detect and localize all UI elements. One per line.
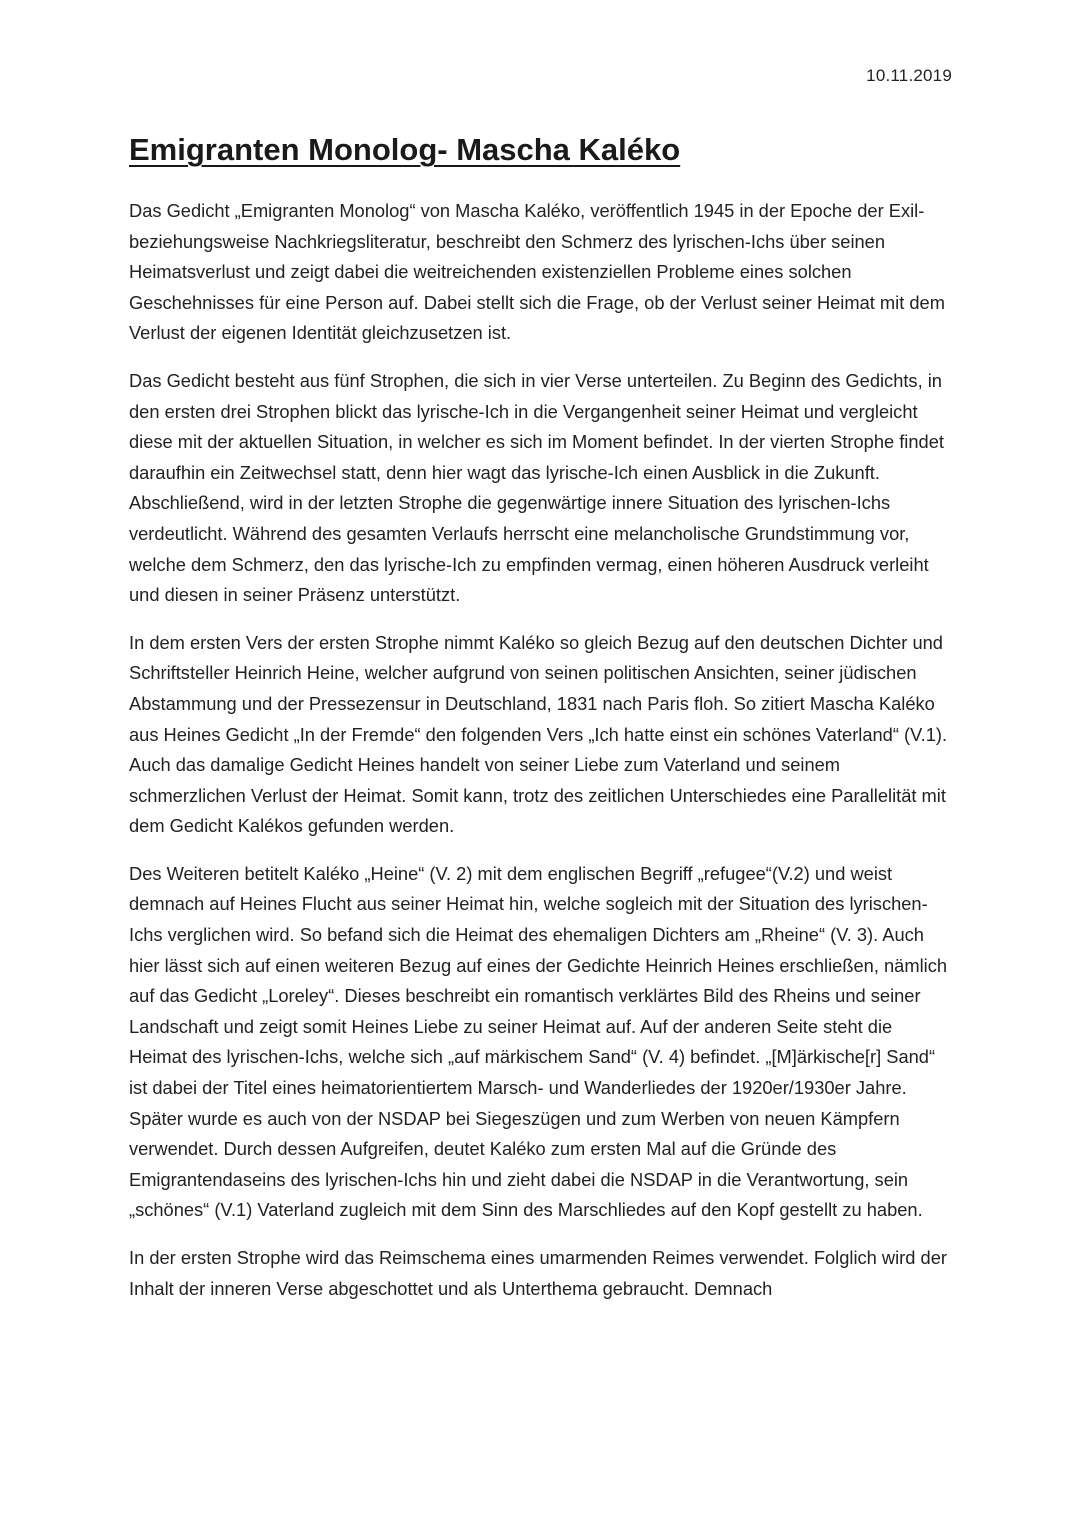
paragraph-structure: Das Gedicht besteht aus fünf Strophen, die sich in vier Verse unterteilen. Zu Beginn des Gedichts, in den ersten drei Strophen blickt das lyrische-Ich in die Vergangenheit seiner Heimat und vergleicht diese mit der aktuellen Situation, in welcher es sich im Moment befindet. In der vierten Strophe findet daraufhin ein Zeitwechsel statt, denn hier wagt das lyrische-Ich einen Ausblick in die Zukunft. Abschließend, wird in der letzten Strophe die gegenwärtige innere Situation des lyrischen-Ichs verdeutlicht. Während des gesamten Verlaufs herrscht eine melancholische Grundstimmung vor, welche dem Schmerz, den das lyrische-Ich zu empfinden vermag, einen höheren Ausdruck verleiht und diesen in seiner Präsenz unterstützt. [129, 369, 944, 606]
paragraph-heine-reference: In dem ersten Vers der ersten Strophe nimmt Kaléko so gleich Bezug auf den deutschen Dichter und Schriftsteller Heinrich Heine, welcher aufgrund von seinen politischen Ansichten, seiner jüdischen Abstammung und der Pressezensur in Deutschland, 1831 nach Paris floh. So zitiert Mascha Kaléko aus Heines Gedicht „In der Fremde“ den folgenden Vers „Ich hatte einst ein schönes Vaterland“ (V.1). Auch das damalige Gedicht Heines handelt von seiner Liebe zum Vaterland und seinem schmerzlichen Verlust der Heimat. Somit kann, trotz des zeitlichen Unterschiedes eine Parallelität mit dem Gedicht Kalékos gefunden werden. [129, 631, 948, 837]
document-title: Emigranten Monolog- Mascha Kaléko [129, 132, 681, 167]
paragraph-introduction: Das Gedicht „Emigranten Monolog“ von Mascha Kaléko, veröffentlich 1945 in der Epoche der Exil- beziehungsweise Nachkriegsliteratur, beschreibt den Schmerz des lyrischen-Ichs über seinen Heimatsverlust und zeigt dabei die weitreichenden existenziellen Probleme eines solchen Geschehnisses für eine Person auf. Dabei stellt sich die Frage, ob der Verlust seiner Heimat mit dem Verlust der eigenen Identität gleichzusetzen ist. [129, 200, 945, 344]
paragraph-refugee-analysis: Des Weiteren betitelt Kaléko „Heine“ (V. 2) mit dem englischen Begriff „refugee“(V.2) und weist demnach auf Heines Flucht aus seiner Heimat hin, welche sogleich mit der Situation des lyrischen-Ichs verglichen wird. So befand sich die Heimat des ehemaligen Dichters am „Rheine“ (V. 3). Auch hier lässt sich auf einen weiteren Bezug auf eines der Gedichte Heinrich Heines erschließen, nämlich auf das Gedicht „Loreley“. Dieses beschreibt ein romantisch verklärtes Bild des Rheins und seiner Landschaft und zeigt somit Heines Liebe zu seiner Heimat auf. Auf der anderen Seite steht die Heimat des lyrischen-Ichs, welche sich „auf märkischem Sand“ (V. 4) befindet. „[M]ärkische[r] Sand“ ist dabei der Titel eines heimatorientiertem Marsch- und Wanderliedes der 1920er/1930er Jahre. Später wurde es auch von der NSDAP bei Siegeszügen und zum Werben von neuen Kämpfern verwendet. Durch dessen Aufgreifen, deutet Kaléko zum ersten Mal auf die Gründe des Emigrantendaseins des lyrischen-Ichs hin und zieht dabei die NSDAP in die Verantwortung, sein „schönes“ (V.1) Vaterland zugleich mit dem Sinn des Marschliedes auf den Kopf gestellt zu haben. [129, 862, 948, 1221]
document-body [129, 196, 955, 1321]
document-date: 10.11.2019 [866, 66, 952, 85]
paragraph-rhyme-scheme: In der ersten Strophe wird das Reimschema eines umarmenden Reimes verwendet. Folglich wird der Inhalt der inneren Verse abgeschottet und als Unterthema gebraucht. Demnach [129, 1247, 947, 1299]
